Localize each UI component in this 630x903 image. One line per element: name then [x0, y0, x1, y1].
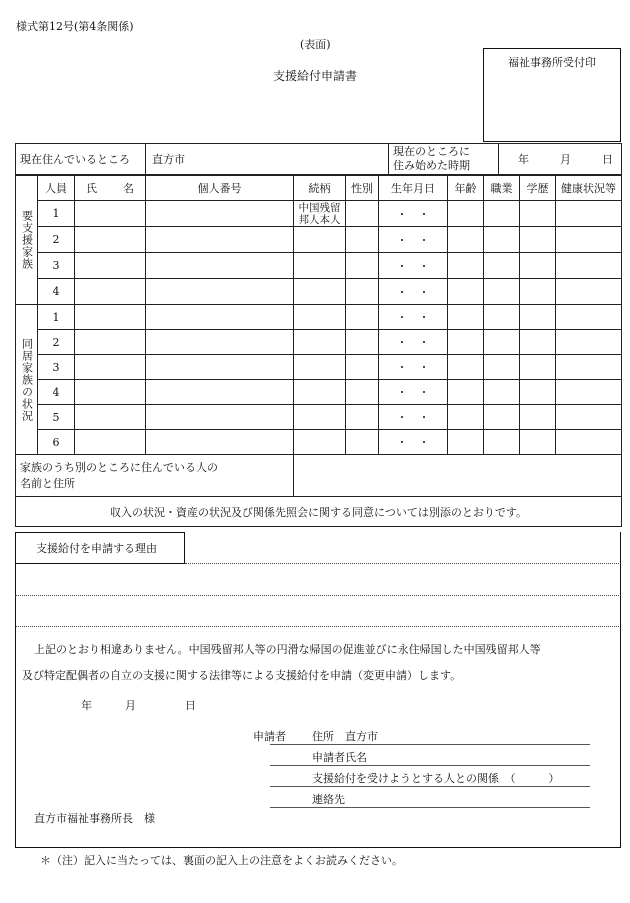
- name-cell[interactable]: [75, 405, 146, 430]
- job-cell[interactable]: [484, 405, 520, 430]
- footnote: ＊（注）記入に当たっては、裏面の記入上の注意をよくお読みください。: [40, 854, 403, 867]
- year-unit: 年: [518, 153, 529, 166]
- relation-cell[interactable]: [294, 227, 346, 253]
- birth-cell[interactable]: ・ ・: [379, 355, 448, 380]
- day-unit: 日: [185, 699, 196, 712]
- col-edu: 学歴: [520, 176, 556, 201]
- sex-cell[interactable]: [346, 430, 379, 455]
- id-cell[interactable]: [146, 355, 294, 380]
- relation-cell[interactable]: [294, 305, 346, 330]
- job-cell[interactable]: [484, 430, 520, 455]
- applicant-label: 申請者: [253, 730, 286, 743]
- row-number: 1: [38, 201, 75, 227]
- birth-cell[interactable]: ・ ・: [379, 380, 448, 405]
- move-in-date-field[interactable]: [499, 144, 622, 175]
- name-cell[interactable]: [75, 305, 146, 330]
- health-cell[interactable]: [556, 253, 622, 279]
- month-unit: 月: [560, 153, 571, 166]
- job-cell[interactable]: [484, 355, 520, 380]
- id-cell[interactable]: [146, 279, 294, 305]
- group2-label: 同居家族の状況: [20, 337, 34, 422]
- sex-cell[interactable]: [346, 253, 379, 279]
- id-cell[interactable]: [146, 253, 294, 279]
- job-cell[interactable]: [484, 227, 520, 253]
- birth-cell[interactable]: ・ ・: [379, 279, 448, 305]
- age-cell[interactable]: [448, 380, 484, 405]
- age-cell[interactable]: [448, 279, 484, 305]
- table-row: [16, 227, 622, 253]
- id-cell[interactable]: [146, 330, 294, 355]
- id-cell[interactable]: [146, 305, 294, 330]
- age-cell[interactable]: [448, 253, 484, 279]
- applicant-address[interactable]: 住所 直方市: [312, 730, 378, 743]
- table-row: [16, 279, 622, 305]
- col-name: [75, 176, 146, 201]
- sex-cell[interactable]: [346, 305, 379, 330]
- reason-line: [15, 595, 621, 596]
- edu-cell[interactable]: [520, 201, 556, 227]
- row-number: 5: [38, 405, 75, 430]
- job-cell[interactable]: [484, 253, 520, 279]
- birth-cell[interactable]: ・ ・: [379, 227, 448, 253]
- edu-cell[interactable]: [520, 430, 556, 455]
- address-table: [15, 143, 622, 175]
- row-number: 2: [38, 227, 75, 253]
- form-number: 様式第12号(第4条関係): [16, 20, 134, 33]
- birth-cell[interactable]: ・ ・: [379, 305, 448, 330]
- col-birth: 生年月日: [379, 176, 448, 201]
- applicant-name[interactable]: 申請者氏名: [312, 751, 367, 764]
- col-sex: 性別: [346, 176, 379, 201]
- table-row: [16, 355, 622, 380]
- birth-cell[interactable]: ・ ・: [379, 201, 448, 227]
- age-cell[interactable]: [448, 355, 484, 380]
- applicant-name-line: [270, 765, 590, 766]
- month-unit: 月: [125, 699, 136, 712]
- sex-cell[interactable]: [346, 330, 379, 355]
- move-in-date-label: [389, 144, 499, 175]
- age-cell[interactable]: [448, 330, 484, 355]
- birth-cell[interactable]: ・ ・: [379, 253, 448, 279]
- col-count: 人員: [38, 176, 75, 201]
- family-table: [15, 175, 622, 527]
- reception-stamp-box: [483, 48, 621, 142]
- row-number: 3: [38, 355, 75, 380]
- age-cell[interactable]: [448, 201, 484, 227]
- table-row: [16, 330, 622, 355]
- relation-cell[interactable]: [294, 330, 346, 355]
- name-cell[interactable]: [75, 279, 146, 305]
- relation-cell[interactable]: [294, 380, 346, 405]
- applicant-relation-line: [270, 786, 590, 787]
- sex-cell[interactable]: [346, 405, 379, 430]
- name-cell[interactable]: [75, 253, 146, 279]
- birth-cell[interactable]: ・ ・: [379, 430, 448, 455]
- relation-cell[interactable]: [294, 279, 346, 305]
- applicant-contact[interactable]: 連絡先: [312, 793, 345, 806]
- name-cell[interactable]: [75, 380, 146, 405]
- health-cell[interactable]: [556, 380, 622, 405]
- separate-family-label-line1: 家族のうち別のところに住んでいる人の: [20, 460, 218, 474]
- health-cell[interactable]: [556, 201, 622, 227]
- relation-cell[interactable]: [294, 253, 346, 279]
- birth-cell[interactable]: ・ ・: [379, 405, 448, 430]
- edu-cell[interactable]: [520, 253, 556, 279]
- sex-cell[interactable]: [346, 227, 379, 253]
- health-cell[interactable]: [556, 227, 622, 253]
- table-row: [16, 201, 622, 227]
- name-cell[interactable]: [75, 430, 146, 455]
- health-cell[interactable]: [556, 305, 622, 330]
- relation-cell[interactable]: [294, 430, 346, 455]
- sex-cell[interactable]: [346, 201, 379, 227]
- applicant-address-line: [270, 744, 590, 745]
- job-cell[interactable]: [484, 380, 520, 405]
- birth-cell[interactable]: ・ ・: [379, 330, 448, 355]
- col-job: 職業: [484, 176, 520, 201]
- day-unit: 日: [602, 153, 613, 166]
- job-cell[interactable]: [484, 201, 520, 227]
- age-cell[interactable]: [448, 305, 484, 330]
- declaration-line2: 及び特定配偶者の自立の支援に関する法律等による支援給付を申請（変更申請）します。: [22, 669, 462, 682]
- separate-family-label-line2: 名前と住所: [20, 476, 75, 490]
- consent-note: 収入の状況・資産の状況及び関係先照会に関する同意については別添のとおりです。: [16, 497, 622, 527]
- col-relation: 続柄: [294, 176, 346, 201]
- table-row: [16, 305, 622, 330]
- name-cell[interactable]: [75, 355, 146, 380]
- address-label: 現在住んでいるところ: [16, 144, 146, 175]
- job-cell[interactable]: [484, 330, 520, 355]
- move-in-label-line2: 住み始めた時期: [393, 159, 470, 172]
- col-name-2: 名: [123, 182, 134, 195]
- separate-family-row: [16, 455, 622, 497]
- name-cell[interactable]: [75, 227, 146, 253]
- edu-cell[interactable]: [520, 355, 556, 380]
- health-cell[interactable]: [556, 430, 622, 455]
- relation-cell[interactable]: [294, 355, 346, 380]
- year-unit: 年: [81, 699, 92, 712]
- group1-label-cell: [16, 176, 38, 305]
- family-table-header: [16, 176, 622, 201]
- row-number: 3: [38, 253, 75, 279]
- reason-label: 支援給付を申請する理由: [36, 542, 157, 555]
- edu-cell[interactable]: [520, 279, 556, 305]
- edu-cell[interactable]: [520, 227, 556, 253]
- table-row: [16, 380, 622, 405]
- side-label: (表面): [300, 38, 331, 51]
- col-health: 健康状況等: [556, 176, 622, 201]
- health-cell[interactable]: [556, 330, 622, 355]
- edu-cell[interactable]: [520, 330, 556, 355]
- table-row: [16, 253, 622, 279]
- address-value[interactable]: 直方市: [146, 144, 389, 175]
- row-number: 4: [38, 279, 75, 305]
- age-cell[interactable]: [448, 430, 484, 455]
- page-title: 支援給付申請書: [273, 69, 358, 83]
- sex-cell[interactable]: [346, 380, 379, 405]
- applicant-relation[interactable]: 支援給付を受けようとする人との関係 （ ）: [312, 772, 560, 785]
- declaration-line1: 上記のとおり相違ありません。中国残留邦人等の円滑な帰国の促進並びに永住帰国した中国残留邦人等: [34, 643, 541, 656]
- applicant-contact-line: [270, 807, 590, 808]
- edu-cell[interactable]: [520, 405, 556, 430]
- age-cell[interactable]: [448, 227, 484, 253]
- id-cell[interactable]: [146, 201, 294, 227]
- addressee: 直方市福祉事務所長 様: [34, 812, 155, 825]
- col-id: 個人番号: [146, 176, 294, 201]
- group2-label-cell: [16, 305, 38, 455]
- row-number: 4: [38, 380, 75, 405]
- relation-cell[interactable]: [294, 405, 346, 430]
- col-name-1: 氏: [86, 182, 97, 195]
- separate-family-label: [16, 455, 294, 497]
- sex-cell[interactable]: [346, 279, 379, 305]
- col-age: 年齢: [448, 176, 484, 201]
- job-cell[interactable]: [484, 279, 520, 305]
- table-row: [16, 405, 622, 430]
- health-cell[interactable]: [556, 405, 622, 430]
- reason-line: [185, 563, 621, 564]
- name-cell[interactable]: [75, 201, 146, 227]
- relation-cell[interactable]: 中国残留邦人本人: [294, 201, 346, 227]
- row-number: 2: [38, 330, 75, 355]
- edu-cell[interactable]: [520, 380, 556, 405]
- health-cell[interactable]: [556, 355, 622, 380]
- group1-label: 要支援家族: [20, 210, 34, 270]
- separate-family-field[interactable]: [294, 455, 622, 497]
- row-number: 1: [38, 305, 75, 330]
- reception-stamp-label: 福祉事務所受付印: [508, 56, 596, 69]
- table-row: [16, 430, 622, 455]
- name-cell[interactable]: [75, 330, 146, 355]
- id-cell[interactable]: [146, 227, 294, 253]
- consent-row: [16, 497, 622, 527]
- edu-cell[interactable]: [520, 305, 556, 330]
- id-cell[interactable]: [146, 405, 294, 430]
- age-cell[interactable]: [448, 405, 484, 430]
- reason-label-box: [15, 532, 185, 564]
- id-cell[interactable]: [146, 430, 294, 455]
- application-date[interactable]: [81, 697, 196, 713]
- health-cell[interactable]: [556, 279, 622, 305]
- row-number: 6: [38, 430, 75, 455]
- id-cell[interactable]: [146, 380, 294, 405]
- sex-cell[interactable]: [346, 355, 379, 380]
- move-in-label-line1: 現在のところに: [393, 145, 470, 158]
- job-cell[interactable]: [484, 305, 520, 330]
